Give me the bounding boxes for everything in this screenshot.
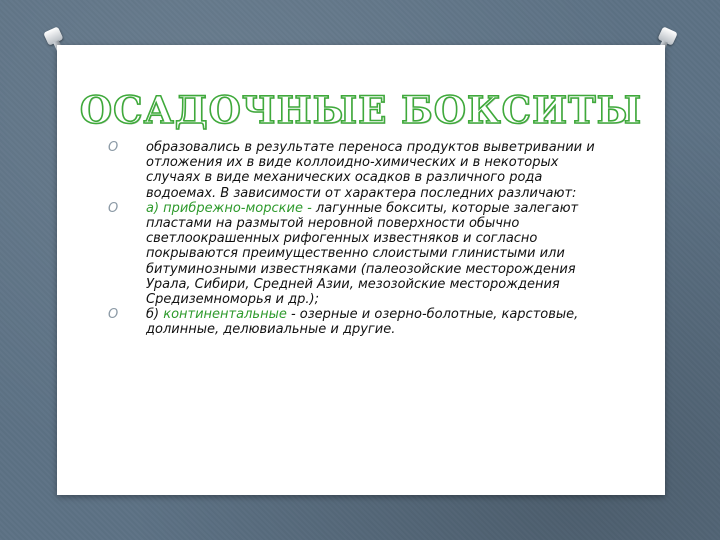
bullet-highlight: а) прибрежно-морские - xyxy=(146,200,312,216)
slide-title: ОСАДОЧНЫЕ БОКСИТЫ xyxy=(79,88,643,132)
bullet-text: образовались в результате переноса продуктов выветривании и отложения их в виде коллоидно-химических и в некоторых случаях в виде механических осадков в различного рода водоемах. В зависимости от характера последних различают: xyxy=(146,140,595,201)
bullet-item-intro xyxy=(108,140,608,201)
bullet-icon: O xyxy=(108,200,119,216)
bullet-icon: O xyxy=(108,140,119,155)
bullet-text: - озерные и озерно-болотные, карстовые, долинные, делювиальные и другие. xyxy=(146,307,579,338)
bullet-text: лагунные бокситы, которые залегают пластами на размытой неровной поверхности обычно светлоокрашенных рифогенных известняков и согласно покрываются преимущественно слоистыми глинистыми или битуминозными известняками (палеозойские месторождения Урала, Сибири, Средней Азии, мезозойские месторождения Средиземноморья и др.); xyxy=(146,200,579,308)
bullet-prefix: б) xyxy=(146,307,164,323)
bullet-item-continental xyxy=(108,307,608,337)
bullet-item-coastal-marine xyxy=(108,201,608,307)
bullet-highlight: континентальные xyxy=(163,307,287,323)
bullet-icon: O xyxy=(108,307,119,323)
slide-body xyxy=(108,140,608,338)
